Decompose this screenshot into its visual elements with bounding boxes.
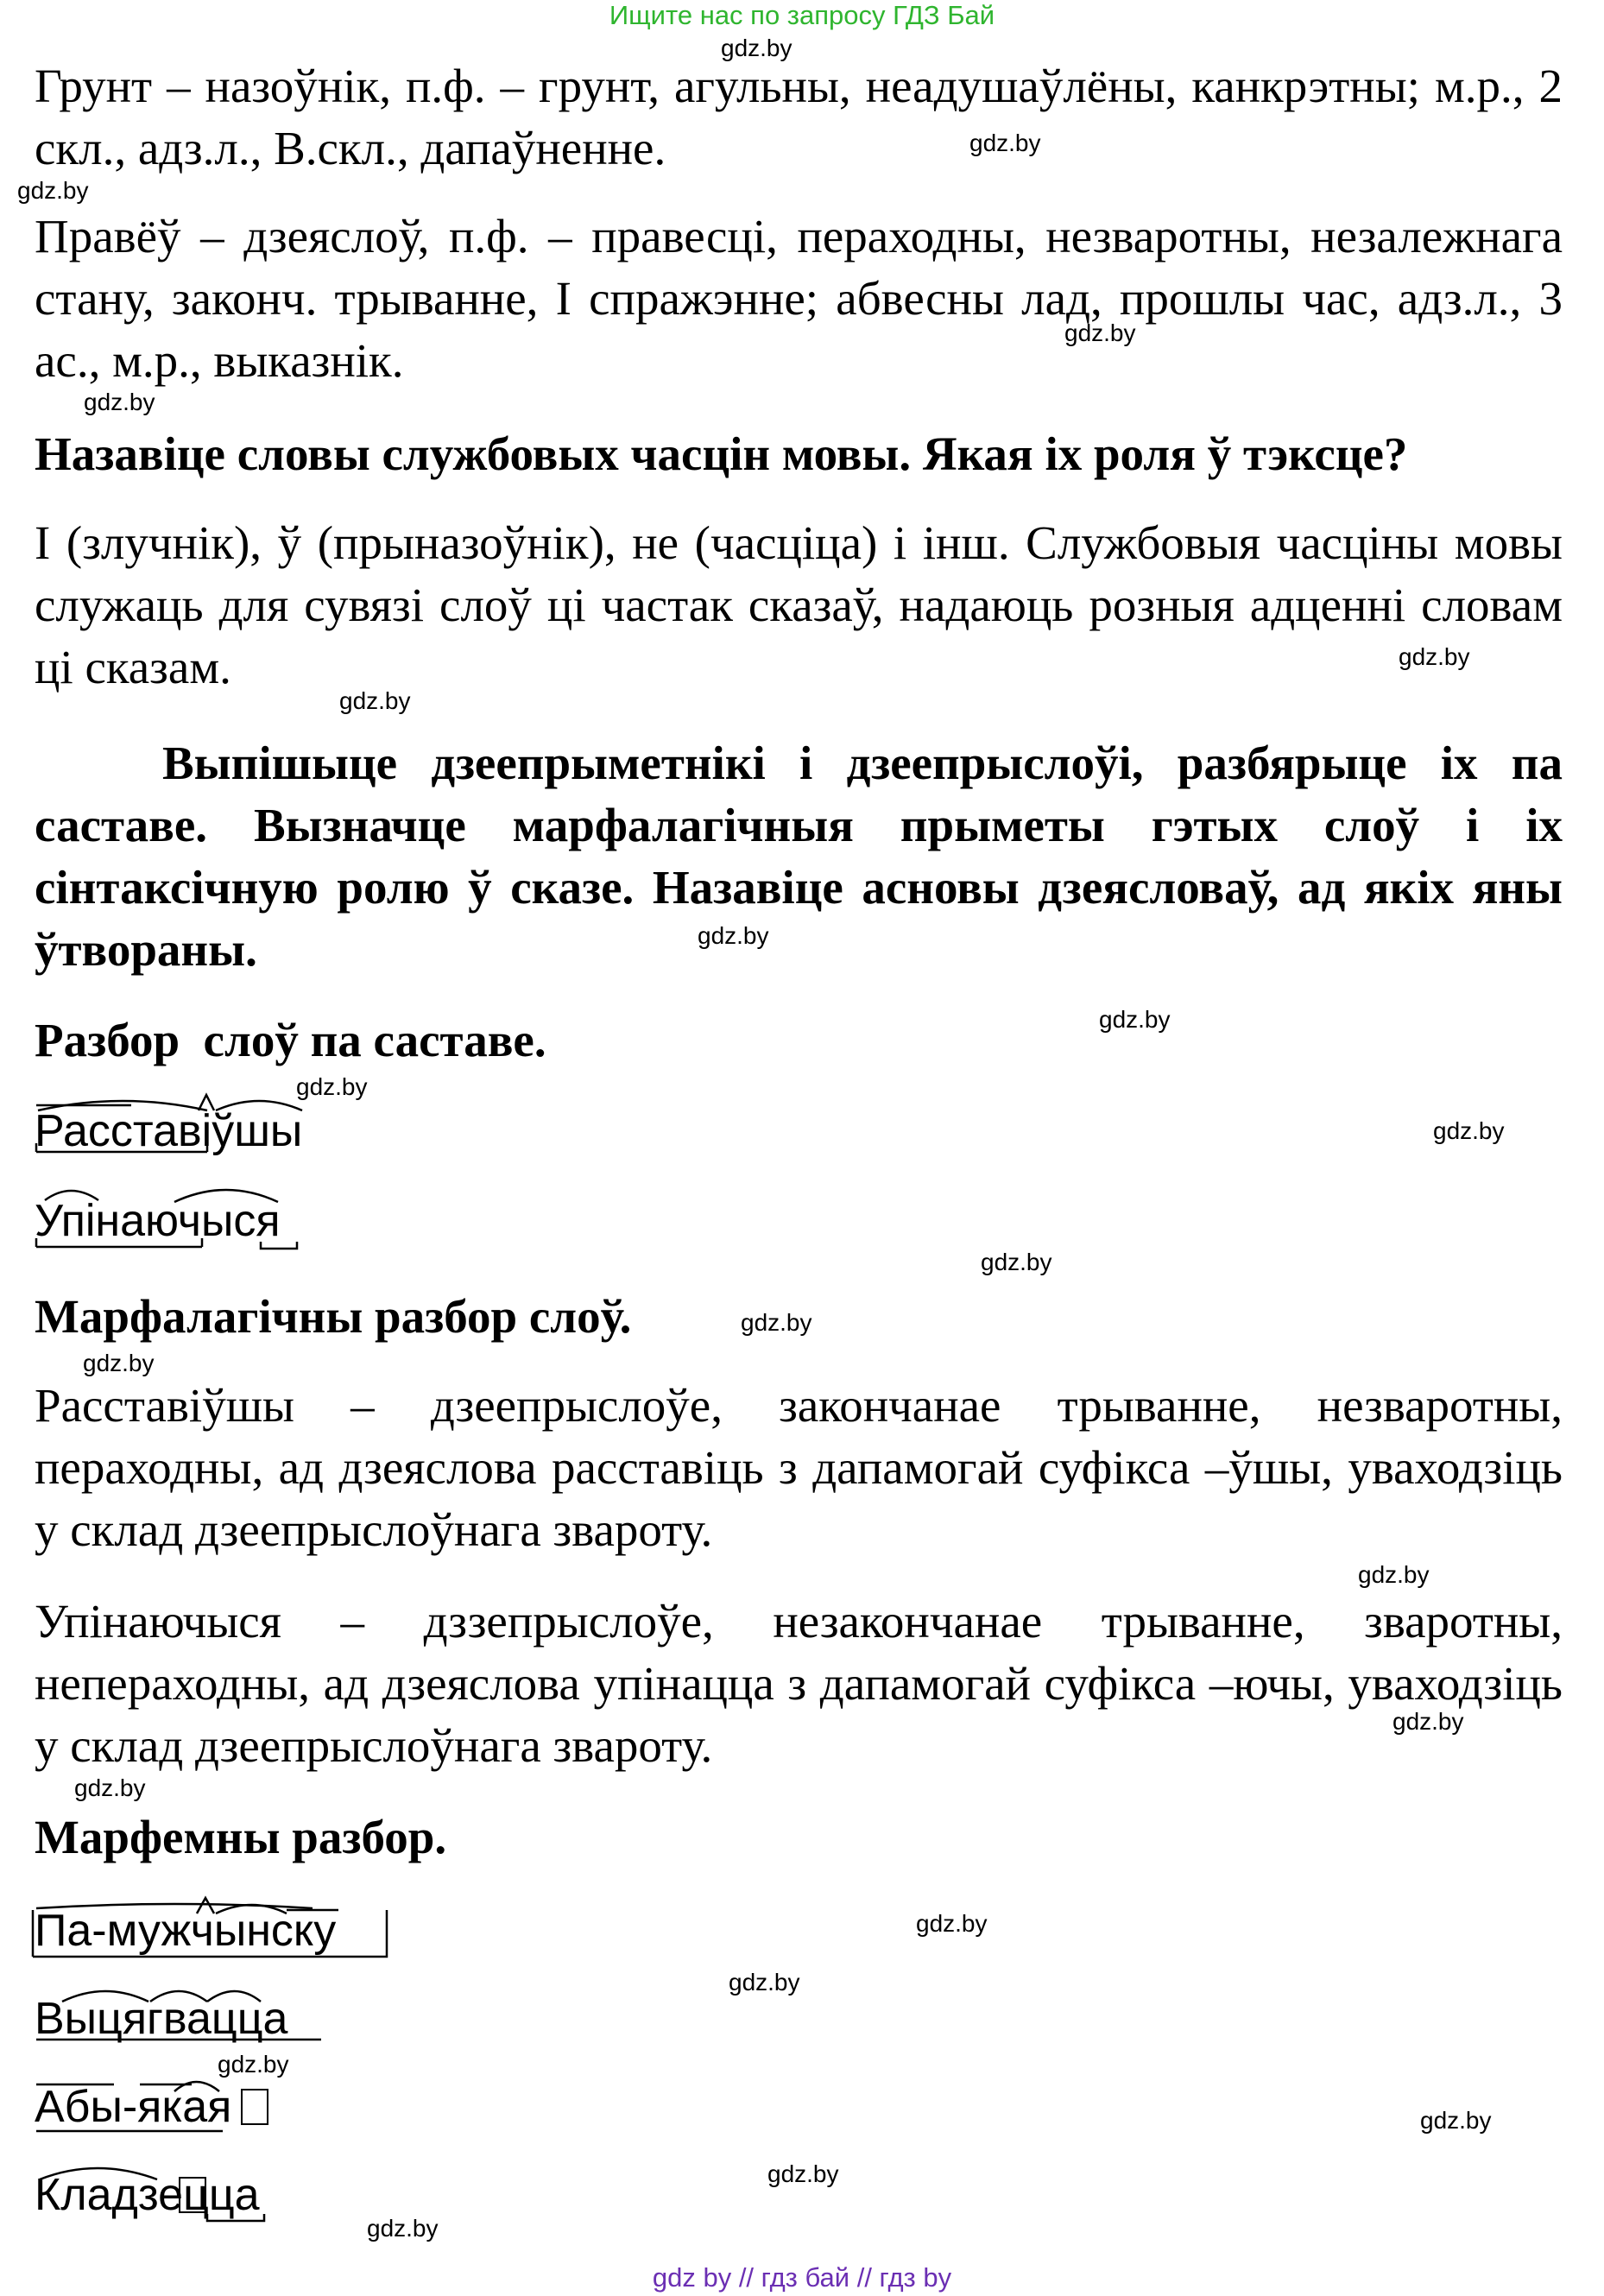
watermark: gdz.by [729, 1969, 800, 1996]
watermark: gdz.by [17, 177, 89, 204]
paragraph-grunt: Грунт – назоўнік, п.ф. – грунт, агульны, неадушаўлёны, канкрэтны; м.р., 2 скл., адз.л., В.скл., дапаўненне. [35, 60, 1563, 174]
word-upinajuchysia: Упінаючыся [35, 1196, 281, 1246]
watermark: gdz.by [1392, 1708, 1464, 1735]
heading-word-structure: Разбор слоў па саставе. [35, 1014, 546, 1066]
question-heading: Назавіце словы службовых часцін мовы. Якая іх роля ў тэксце? [35, 427, 1408, 480]
morpheme-marks-kladzetstsa [28, 2154, 287, 2223]
watermark: gdz.by [1433, 1117, 1505, 1144]
watermark: gdz.by [1099, 1006, 1171, 1033]
watermark: gdz.by [218, 2051, 289, 2078]
watermark: gdz.by [74, 1774, 146, 1801]
watermark: gdz.by [1420, 2107, 1492, 2134]
watermark: gdz.by [296, 1073, 368, 1100]
word-vytsiahvatstsa: Выцягвацца [35, 1994, 288, 2044]
watermark: gdz.by [84, 389, 155, 415]
watermark: gdz.by [767, 2160, 839, 2187]
watermark: gdz.by [367, 2215, 439, 2242]
morpheme-marks-upinajuchysia [28, 1174, 321, 1252]
watermark: gdz.by [721, 35, 793, 61]
paragraph-answer: І (злучнік), ў (прыназоўнік), не (часціца) і інш. Службовыя часціны мовы служаць для сувязі слоў ці частак сказаў, надаюць розныя адценні словам ці сказам. [35, 516, 1563, 693]
paragraph-praveu: Правёў – дзеяслоў, п.ф. – правесці, пераходны, незваротны, незалежнага стану, законч. трыванне, I спражэнне; абвесны лад, прошлы час, адз.л., 3 ас., м.р., выказнік. [35, 210, 1563, 387]
watermark: gdz.by [741, 1309, 812, 1336]
watermark: gdz.by [916, 1910, 988, 1937]
word-kladzetstsa: Кладзецца [35, 2170, 260, 2220]
top-banner[interactable]: Ищите нас по запросу ГДЗ Бай [609, 0, 995, 30]
paragraph-upinajuchysia: Упінаючыся – дззепрыслоўе, незакончанае трыванне, зваротны, непераходны, ад дзеяслова упінацца з дапамогай суфікса –ючы, уваходзіць у склад дзеепрыслоўнага звароту. [35, 1595, 1563, 1772]
morpheme-marks-vytsiahvatstsa [28, 1976, 321, 2045]
word-aby-yakaya: Абы-якая [35, 2082, 232, 2132]
word-pa-muzhchynsku: Па-мужчынску [35, 1906, 337, 1956]
watermark: gdz.by [1399, 643, 1470, 670]
watermark: gdz.by [1358, 1561, 1430, 1588]
watermark: gdz.by [698, 922, 769, 949]
task-paragraph: Выпішыце дзеепрыметнікі і дзеепрыслоўі, разбярыце іх па саставе. Вызначце марфалагічныя прыметы гэтых слоў і іх сінтаксічную ролю ў сказе. Назавіце асновы дзеясловаў, ад якіх яны ўтвораны. [35, 737, 1563, 976]
watermark: gdz.by [969, 130, 1041, 156]
morpheme-marks-rasstaviushy [28, 1088, 321, 1157]
morpheme-marks-pa-muzhchynsku [28, 1891, 390, 1960]
footer-links[interactable]: gdz by // гдз бай // гдз by [652, 2262, 952, 2293]
watermark: gdz.by [981, 1249, 1052, 1275]
word-rasstaviushy: Расставіўшы [35, 1106, 303, 1156]
watermark: gdz.by [1064, 319, 1136, 346]
watermark: gdz.by [83, 1350, 155, 1376]
watermark: gdz.by [339, 687, 411, 714]
heading-morphemic: Марфемны разбор. [35, 1811, 447, 1863]
paragraph-rasstaviushy: Расставіўшы – дзеепрыслоўе, закончанае трыванне, незваротны, пераходны, ад дзеяслова расставіць з дапамогай суфікса –ўшы, уваходзіць у склад дзеепрыслоўнага звароту. [35, 1379, 1563, 1556]
heading-morphological: Марфалагічны разбор слоў. [35, 1290, 632, 1343]
